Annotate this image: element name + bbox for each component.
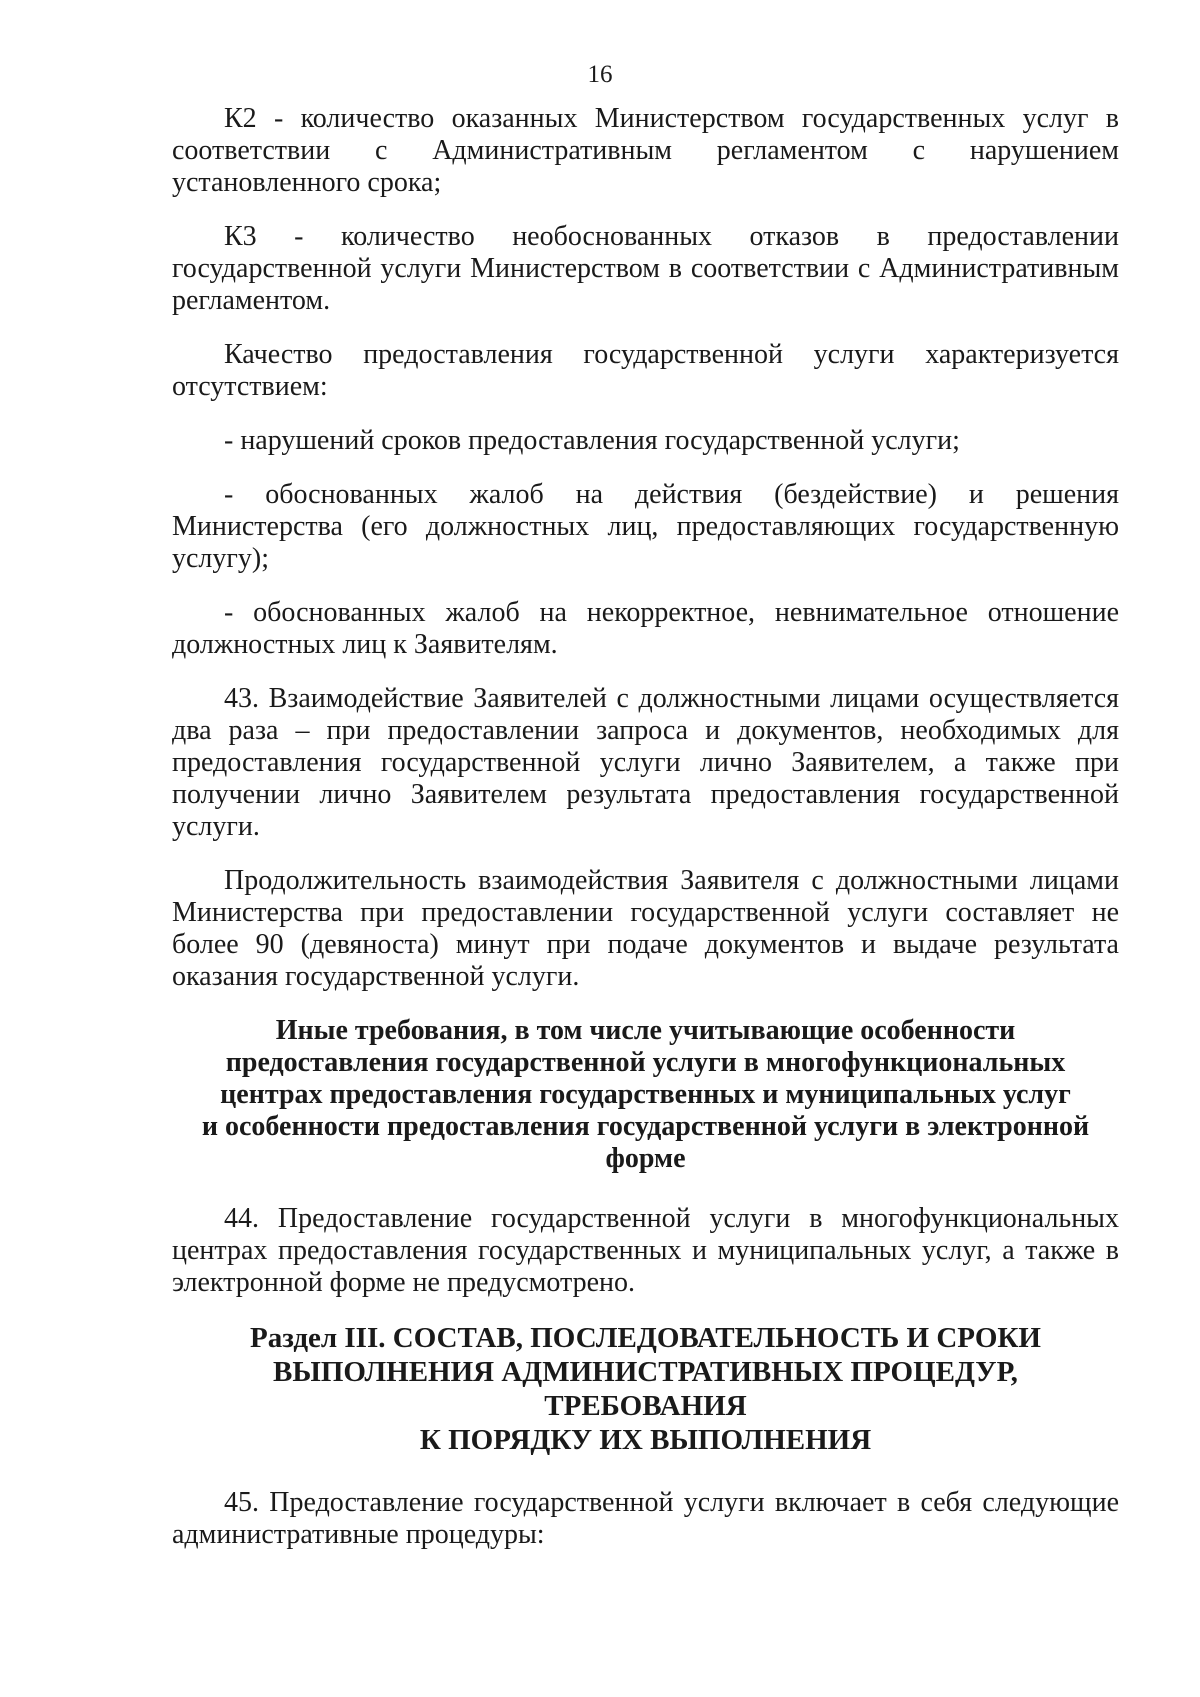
subsection-heading-line: центрах предоставления государственных и муниципальных услуг [220,1079,1071,1110]
subsection-heading-line: форме [605,1143,686,1174]
paragraph-44: 44. Предоставление государственной услуги в многофункциональных центрах предоставления государственных и муниципальных услуг, а также в электронной форме не предусмотрено. [172,1203,1119,1298]
subsection-heading-line: и особенности предоставления государственной услуги в электронной [201,1111,1090,1142]
paragraph-interaction-duration: Продолжительность взаимодействия Заявителя с должностными лицами Министерства при предоставлении государственной услуги составляет не более 90 (девяноста) минут при подаче документов и выдаче результата оказания государственной услуги. [172,865,1119,992]
subsection-heading-line: Иные требования, в том числе учитывающие особенности [275,1015,1016,1046]
section-heading [172,1321,1119,1457]
list-item-no-incorrect-attitude: - обоснованных жалоб на некорректное, невнимательное отношение должностных лиц к Заявителям. [172,597,1119,660]
subsection-heading [172,1015,1119,1175]
document-body [172,103,1119,1573]
list-item-no-justified-complaints: - обоснованных жалоб на действия (бездействие) и решения Министерства (его должностных лиц, предоставляющих государственную услугу); [172,479,1119,574]
list-item-no-deadline-violations: - нарушений сроков предоставления государственной услуги; [224,425,960,456]
paragraph-43: 43. Взаимодействие Заявителей с должностными лицами осуществляется два раза – при предоставлении запроса и документов, необходимых для предоставления государственной услуги лично Заявителем, а также при получении лично Заявителем результата предоставления государственной услуги. [172,683,1119,842]
paragraph-k2: К2 - количество оказанных Министерством государственных услуг в соответствии с Административным регламентом с нарушением установленного срока; [172,103,1119,198]
subsection-heading-line: предоставления государственной услуги в многофункциональных [225,1047,1066,1078]
section-heading-line: К ПОРЯДКУ ИХ ВЫПОЛНЕНИЯ [419,1424,872,1456]
section-heading-line: Раздел III. СОСТАВ, ПОСЛЕДОВАТЕЛЬНОСТЬ И СРОКИ [249,1322,1041,1354]
section-heading-line: ВЫПОЛНЕНИЯ АДМИНИСТРАТИВНЫХ ПРОЦЕДУР, ТРЕБОВАНИЯ [273,1356,1018,1422]
paragraph-k3: К3 - количество необоснованных отказов в предоставлении государственной услуги Министерством в соответствии с Административным регламентом. [172,221,1119,316]
page-number: 16 [587,61,613,88]
paragraph-45: 45. Предоставление государственной услуги включает в себя следующие административные процедуры: [172,1487,1119,1550]
paragraph-quality-intro: Качество предоставления государственной услуги характеризуется отсутствием: [172,339,1119,402]
